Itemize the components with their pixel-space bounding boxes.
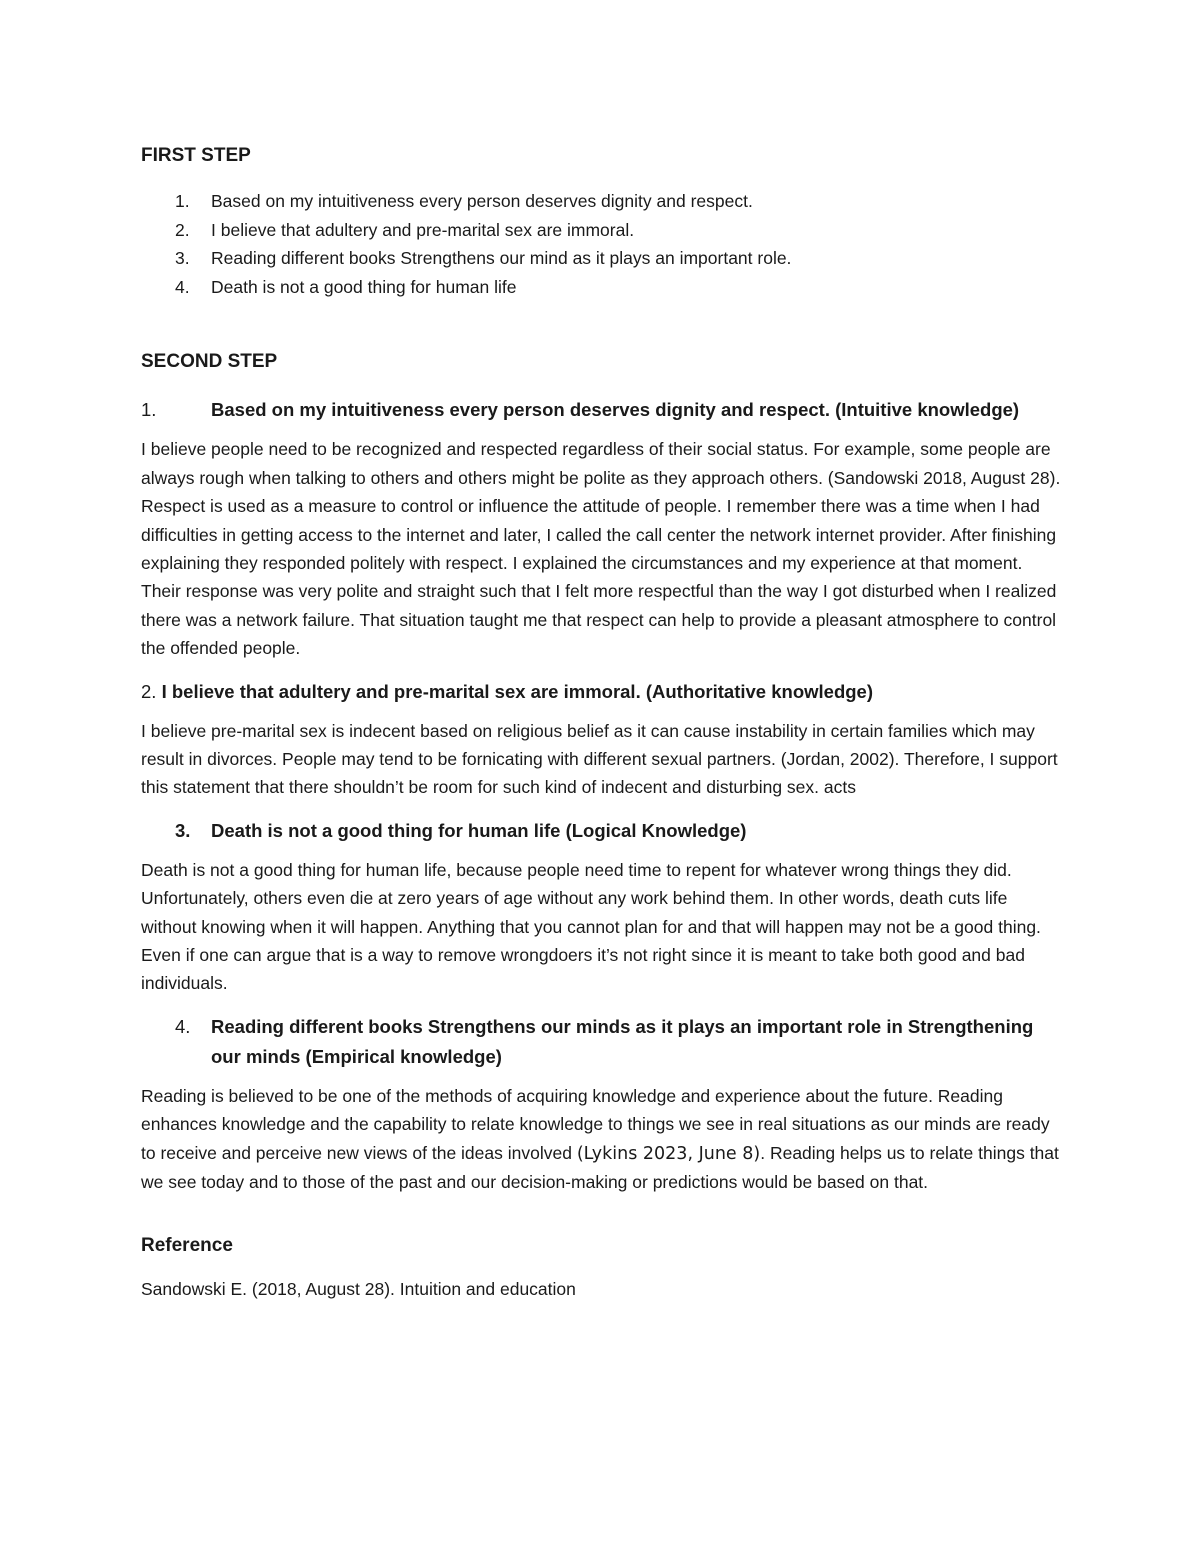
section-heading: [141, 1012, 1066, 1072]
section-number: 2.: [141, 680, 157, 702]
citation: (Lykins 2023, June 8): [576, 1143, 761, 1164]
section-heading: [141, 816, 1066, 846]
section-body: Death is not a good thing for human life, because people need time to repent for whatever wrong things they did. Unfortunately, others even die at zero years of age without any work behind them. In other words, death cuts life without knowing when it will happen. Anything that you cannot plan for and that will happen may not be a good thing. Even if one can argue that is a way to remove wrongdoers it’s not right since it is meant to take both good and bad individuals.: [141, 859, 1041, 994]
reference-heading: Reference: [141, 1234, 233, 1256]
first-step-list: [141, 187, 1066, 301]
reference-item: Sandowski E. (2018, August 28). Intuition and education: [141, 1278, 576, 1299]
list-item: [141, 273, 1066, 302]
section-body-text: . Reading helps us to relate things that we see today and to those of the past and our decision-making or predictions would be based on that.: [141, 1142, 1059, 1193]
list-item: [141, 187, 1066, 216]
list-item-text: Reading different books Strengthens our mind as it plays an important role.: [211, 248, 792, 269]
first-step-heading: FIRST STEP: [141, 145, 251, 166]
list-item-text: Death is not a good thing for human life: [211, 276, 517, 297]
section-title: Based on my intuitiveness every person deserves dignity and respect. (Intuitive knowledge): [211, 399, 1020, 421]
list-item-number: 4.: [175, 276, 190, 297]
list-item: [141, 216, 1066, 245]
list-item-number: 2.: [175, 219, 190, 240]
section-body: I believe pre-marital sex is indecent based on religious belief as it can cause instability in certain families which may result in divorces. People may tend to be fornicating with different sexual partners. (Jordan, 2002). Therefore, I support this statement that there shouldn’t be room for such kind of indecent and disturbing sex. acts: [141, 720, 1058, 798]
section-title: Death is not a good thing for human life (Logical Knowledge): [211, 819, 747, 841]
section-body: [141, 1082, 1066, 1197]
section-heading: [141, 395, 1066, 425]
list-item-number: 1.: [175, 191, 190, 211]
section-heading: [141, 677, 1066, 707]
section-body-text: Reading is believed to be one of the methods of acquiring knowledge and experience about the future. Reading enhances knowledge and the capability to relate knowledge to things we see in real situations as our minds are ready to receive and perceive new views of the ideas involved: [141, 1085, 1050, 1163]
list-item-text: Based on my intuitiveness every person deserves dignity and respect.: [211, 191, 753, 211]
second-step-heading: SECOND STEP: [141, 351, 278, 373]
section-number: 4.: [175, 1015, 191, 1037]
list-item: [141, 244, 1066, 273]
section-number: 3.: [175, 819, 191, 841]
document-content: [141, 143, 1066, 1303]
section-title: Reading different books Strengthens our minds as it plays an important role in Strengthening our minds (Empirical knowledge): [211, 1015, 1034, 1067]
list-item-number: 3.: [175, 248, 190, 269]
section-number: 1.: [141, 399, 157, 421]
list-item-text: I believe that adultery and pre-marital sex are immoral.: [211, 219, 635, 240]
section-title: I believe that adultery and pre-marital sex are immoral. (Authoritative knowledge): [161, 680, 873, 702]
section-body: I believe people need to be recognized and respected regardless of their social status. For example, some people are always rough when talking to others and others might be polite as they approach others. (Sandowski 2018, August 28). Respect is used as a measure to control or influence the attitude of people. I remember there was a time when I had difficulties in getting access to the internet and later, I called the call center the network internet provider. After finishing explaining they responded politely with respect. I explained the circumstances and my experience at that moment. Their response was very polite and straight such that I felt more respectful than the way I got disturbed when I realized there was a network failure. That situation taught me that respect can help to provide a pleasant atmosphere to control the offended people.: [141, 439, 1061, 659]
